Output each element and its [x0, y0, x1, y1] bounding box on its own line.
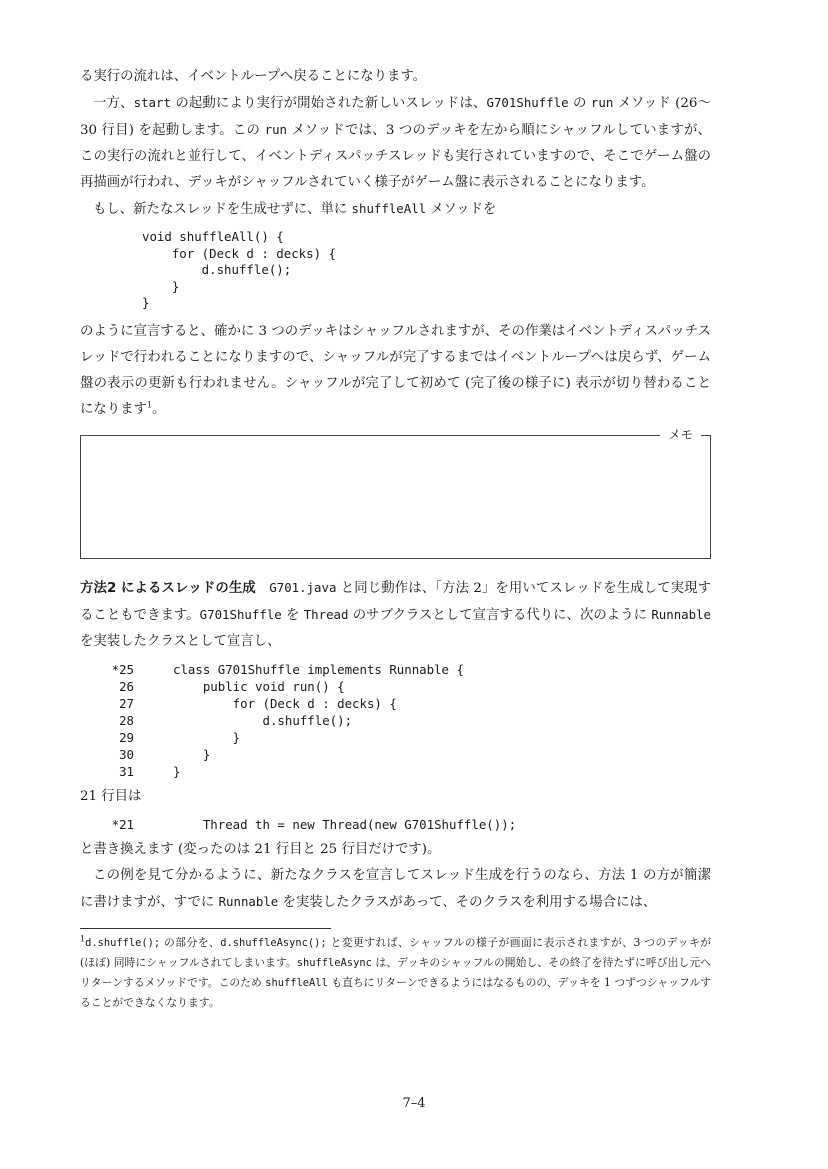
code-text: public void run() { [173, 678, 345, 694]
paragraph-5 [80, 575, 711, 655]
text: と同じ動作は、「方法 2」を用いてスレッドを生成して実現することもできます。 [80, 580, 711, 623]
paragraph-6 [80, 784, 711, 810]
code-text: Thread th = new Thread(new G701Shuffle()); [173, 816, 517, 832]
text: もし、新たなスレッドを生成せずに、単に [93, 202, 352, 217]
footnote-marker: 1 [80, 933, 86, 943]
code-listing-runnable [80, 661, 711, 780]
code-line [80, 712, 711, 729]
code-inline: Runnable [218, 893, 279, 909]
code-inline: Thread [303, 606, 349, 622]
text: 21 行目は [80, 788, 142, 804]
text [256, 581, 270, 596]
paragraph-3 [80, 196, 711, 223]
code-line [80, 729, 711, 746]
footnote-marker: 1 [146, 400, 153, 410]
text: の [568, 96, 591, 111]
code-line [80, 695, 711, 712]
footnote-divider [80, 928, 331, 929]
code-text: } [173, 729, 241, 745]
code-inline: G701Shuffle [486, 95, 569, 110]
text: は、デッキのシャッフルの開始し、その終了を待たずに呼び出し元へリターンするメソッドです。このため [80, 955, 711, 989]
code-text: for (Deck d : decks) { [173, 695, 397, 711]
code-inline: d.shuffle(); [85, 936, 161, 949]
text: メソッドを [426, 202, 497, 217]
text: 一方、 [93, 96, 134, 111]
text: メソッドでは、3 つのデッキを左から順にシャッフルしていますが、この実行の流れと並行して、イベントディスパッチスレッドも実行されていますので、そこでゲーム盤の再描画が行われ、デッキがシャッフルされていく様子がゲーム盤に表示されることになります。 [80, 123, 711, 190]
code-inline: shuffleAsync [296, 956, 372, 969]
text: を実装したクラスがあって、そのクラスを利用する場合には、 [278, 894, 657, 910]
text: メソッド (26～ 30 行目) を起動します。この [80, 96, 711, 138]
memo-label: メモ [660, 426, 701, 444]
paragraph-2 [80, 90, 711, 196]
page-number: 7–4 [402, 1096, 426, 1111]
section-heading: 方法2 によるスレッドの生成 [80, 580, 256, 596]
line-number: 26 [119, 678, 134, 694]
code-inline: run [590, 95, 614, 110]
line-number: *21 [111, 816, 134, 832]
code-inline: run [264, 122, 287, 137]
memo-area [80, 426, 711, 559]
document-body [80, 64, 711, 1012]
line-number: *25 [111, 661, 134, 677]
memo-box[interactable] [80, 435, 711, 559]
line-number: 30 [119, 746, 134, 762]
code-inline: shuffleAll [351, 201, 427, 216]
text: のように宣言すると、確かに 3 つのデッキはシャッフルされますが、その作業はイベントディスパッチスレッドで行われることになりますので、シャッフルが完了するまではイベントループへは戻らず、ゲーム盤の表示の更新も行われません。シャッフルが完了して初めて (完了後の様子に) 表示が切り替わることになります [80, 323, 711, 417]
code-inline: start [133, 95, 171, 110]
text: の部分を、 [160, 935, 221, 949]
paragraph-8 [80, 863, 711, 916]
code-line [80, 661, 711, 678]
paragraph-4 [80, 319, 711, 423]
line-number: 29 [119, 729, 134, 745]
text: る実行の流れは、イベントループへ戻ることになります。 [80, 69, 427, 84]
paragraph-1 [80, 64, 711, 90]
code-inline: G701Shuffle [199, 606, 282, 622]
code-text: d.shuffle(); [173, 712, 353, 728]
code-text: } [173, 763, 181, 779]
code-inline: shuffleAll [265, 976, 328, 989]
code-line [80, 763, 711, 780]
paragraph-7 [80, 837, 711, 863]
code-listing-thread [80, 816, 711, 833]
code-text: class G701Shuffle implements Runnable { [173, 661, 464, 677]
code-line [80, 746, 711, 763]
line-number: 28 [119, 712, 134, 728]
text: を実装したクラスとして宣言し、 [80, 633, 281, 649]
text: この例を見て分かるように、新たなクラスを宣言してスレッド生成を行うのなら、方法 1 の方が簡潔に書けますが、すでに [80, 867, 711, 910]
code-inline: Runnable [651, 606, 711, 622]
text: 。 [152, 401, 166, 417]
line-number: 31 [119, 763, 134, 779]
text: と書き換えます (変ったのは 21 行目と 25 行目だけです)。 [80, 841, 441, 857]
text: と変更すれば、シャッフルの様子が画面に表示されますが、3 つのデッキが (ほぼ) 同時にシャッフルされてしまいます。 [80, 935, 711, 969]
code-inline: G701.java [269, 579, 337, 595]
code-line [80, 678, 711, 695]
line-number: 27 [119, 695, 134, 711]
code-line [80, 816, 711, 833]
code-block-shuffleall: void shuffleAll() { for (Deck d : decks) { d.shuffle(); } } [142, 229, 336, 310]
text: の起動により実行が開始された新しいスレッドは、 [170, 96, 487, 111]
footnote-1 [80, 933, 711, 1012]
text: のサブクラスとして宣言する代りに、次のように [348, 607, 652, 623]
text: を [281, 607, 304, 623]
code-text: } [173, 746, 211, 762]
code-inline: d.shuffleAsync(); [220, 936, 327, 949]
text: も直ちにリターンできるようにはなるものの、デッキを 1 つずつシャッフルすることができなくなります。 [80, 975, 711, 1009]
